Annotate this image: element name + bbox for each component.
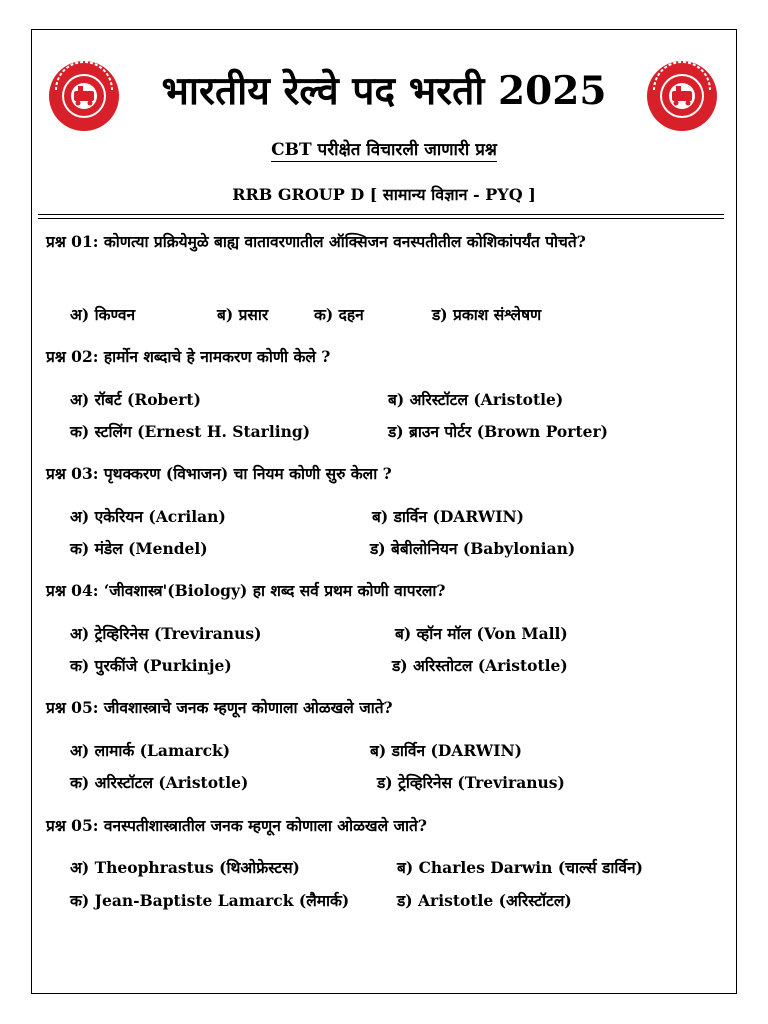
page-title: भारतीय रेल्वे पद भरती 2025 <box>161 68 607 114</box>
q5-option-c: क) अरिस्टॉटल (Aristotle) <box>70 773 249 792</box>
q1-option-c: क) दहन <box>314 305 364 324</box>
q6-option-b: ब) Charles Darwin (चार्ल्स डार्विन) <box>397 858 643 877</box>
q4-option-a: अ) ट्रेव्हिरिनेस (Treviranus) <box>70 624 262 643</box>
question-5: प्रश्न 05: जीवशास्त्राचे जनक म्हणून कोणाला ओळखले जाते? <box>46 698 393 717</box>
q5-option-d: ड) ट्रेव्हिरिनेस (Treviranus) <box>377 773 565 792</box>
q1-option-d: ड) प्रकाश संश्लेषण <box>432 305 542 324</box>
q2-option-b: ब) अरिस्टॉटल (Aristotle) <box>388 390 564 409</box>
indian-railways-logo-left <box>48 60 120 132</box>
q2-option-d: ड) ब्राउन पोर्टर (Brown Porter) <box>388 422 608 441</box>
q3-option-a: अ) एकेरियन (Acrilan) <box>70 507 226 526</box>
q2-option-c: क) स्टलिंग (Ernest H. Starling) <box>70 422 311 441</box>
page-subtitle <box>0 138 768 162</box>
q6-option-a: अ) Theophrastus (थिओफ्रेस्टस) <box>70 858 300 877</box>
question-3: प्रश्न 03: पृथक्करण (विभाजन) चा नियम कोणी सुरु केला ? <box>46 464 392 483</box>
header-rule-top <box>38 214 724 215</box>
q4-option-c: क) पुरकींजे (Purkinje) <box>70 656 232 675</box>
q1-option-b: ब) प्रसार <box>217 305 269 324</box>
q3-option-b: ब) डार्विन (DARWIN) <box>372 507 525 526</box>
q4-option-d: ड) अरिस्तोटल (Aristotle) <box>392 656 568 675</box>
indian-railways-logo-right <box>646 60 718 132</box>
question-1: प्रश्न 01: कोणत्या प्रक्रियेमुळे बाह्य वातावरणातील ऑक्सिजन वनस्पतीतील कोशिकांपर्यंत पोचते? <box>46 232 586 251</box>
q3-option-d: ड) बेबीलोनियन (Babylonian) <box>370 539 576 558</box>
q5-option-a: अ) लामार्क (Lamarck) <box>70 741 231 760</box>
q2-option-a: अ) रॉबर्ट (Robert) <box>70 390 201 409</box>
subtitle-text: CBT परीक्षेत विचारली जाणारी प्रश्न <box>271 140 497 160</box>
exam-group-heading: RRB GROUP D [ सामान्य विज्ञान - PYQ ] <box>232 185 536 204</box>
question-4: प्रश्न 04: ‘जीवशास्त्र'(Biology) हा शब्द सर्व प्रथम कोणी वापरला? <box>46 581 446 600</box>
q6-option-c: क) Jean-Baptiste Lamarck (लैमार्क) <box>70 891 350 910</box>
q5-option-b: ब) डार्विन (DARWIN) <box>370 741 523 760</box>
q6-option-d: ड) Aristotle (अरिस्टॉटल) <box>397 891 572 910</box>
q1-option-a: अ) किण्वन <box>70 305 136 324</box>
question-2: प्रश्न 02: हार्मोन शब्दाचे हे नामकरण कोणी केले ? <box>46 347 331 366</box>
header-rule-bottom <box>38 218 724 219</box>
question-6: प्रश्न 05: वनस्पतीशास्त्रातील जनक म्हणून कोणाला ओळखले जाते? <box>46 816 427 835</box>
q3-option-c: क) मंडेल (Mendel) <box>70 539 208 558</box>
q4-option-b: ब) व्हॉन मॉल (Von Mall) <box>395 624 568 643</box>
